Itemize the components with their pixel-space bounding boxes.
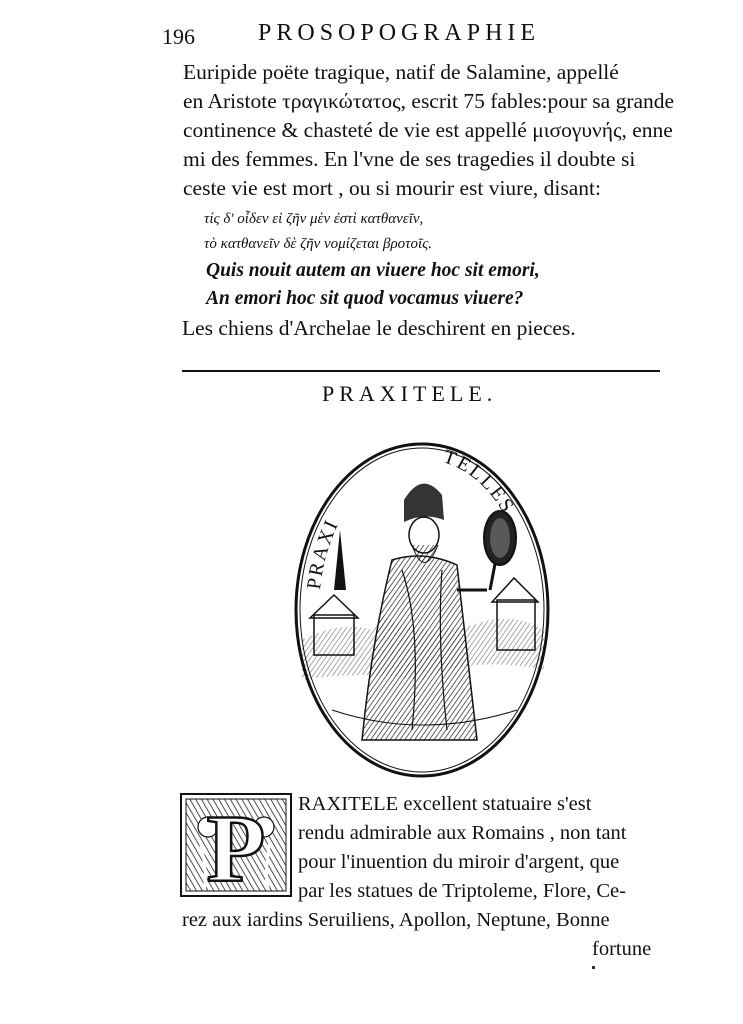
latin-verse-line: Quis nouit autem an viuere hoc sit emori, (206, 260, 540, 281)
catchword: fortune (592, 938, 652, 960)
paragraph-line: pour l'inuention du miroir d'argent, que (298, 851, 620, 873)
ornamental-dropcap (180, 793, 292, 897)
medallion-inscription-right: TELLES (440, 445, 520, 518)
text-line: continence & chasteté de vie est appellé μισογυνής, enne (183, 118, 673, 142)
greek-verse-line: τίς δ' οἶδεν εἰ ζῆν μὲν ἐστὶ κατθανεῖν, (204, 211, 424, 227)
page-number: 196 (162, 24, 195, 49)
paragraph-line: rez aux iardins Seruiliens, Apollon, Neptune, Bonne (182, 909, 610, 931)
praxiteles-portrait-medallion (292, 440, 552, 780)
latin-verse-line: An emori hoc sit quod vocamus viuere? (206, 288, 524, 309)
running-title: PROSOPOGRAPHIE (258, 20, 541, 46)
medallion-inscription-left: PRAXI (303, 515, 344, 591)
dropcap-letter: P (206, 795, 266, 897)
section-divider (182, 370, 660, 372)
text-line: mi des femmes. En l'vne de ses tragedies il doubte si (183, 147, 636, 171)
paragraph-line: RAXITELE excellent statuaire s'est (298, 793, 592, 815)
paragraph-line: par les statues de Triptoleme, Flore, Ce- (298, 880, 626, 902)
paragraph-line: rendu admirable aux Romains , non tant (298, 822, 627, 844)
svg-text:TELLES (440, 446, 519, 518)
text-line: ceste vie est mort , ou si mourir est viure, disant: (183, 176, 601, 200)
closing-line: Les chiens d'Archelae le deschirent en pieces. (182, 316, 576, 340)
greek-verse-line: τὸ κατθανεῖν δὲ ζῆν νομίζεται βροτοῖς. (204, 236, 433, 252)
scan-speck (592, 966, 595, 969)
text-line: Euripide poëte tragique, natif de Salamine, appellé (183, 60, 619, 84)
text-line: en Aristote τραγικώτατος, escrit 75 fables:pour sa grande (183, 89, 675, 113)
section-heading: PRAXITELE. (322, 381, 498, 406)
